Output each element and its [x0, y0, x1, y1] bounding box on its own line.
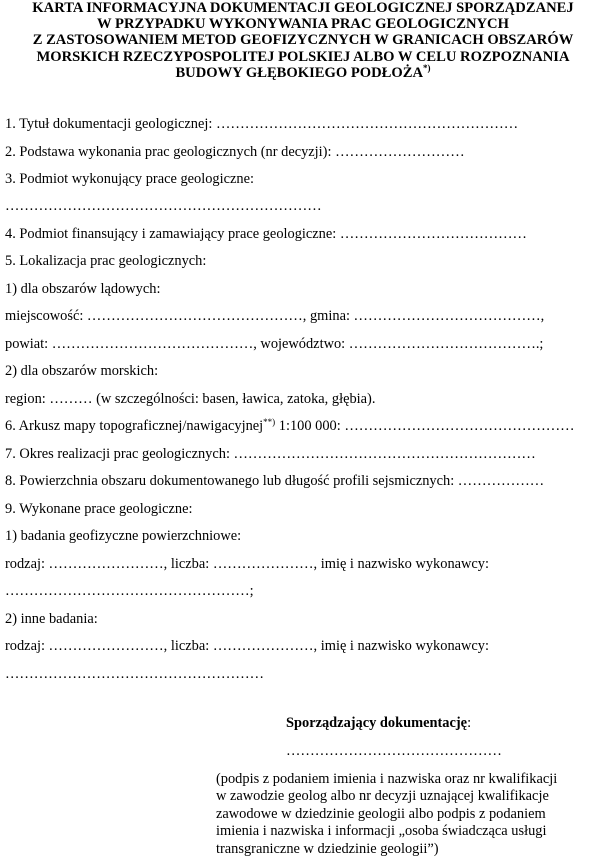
item-3-dots: …………………………………………………………	[5, 198, 322, 214]
item-9-other-dots: ………………………………………………	[5, 666, 265, 682]
item-9-geophysics-heading: 1) badania geofizyczne powierzchniowe:	[5, 528, 242, 544]
item-6-footnote-mark: **)	[263, 417, 276, 427]
title-line: Z ZASTOSOWANIEM METOD GEOFIZYCZNYCH W GRANICACH OBSZARÓW	[32, 32, 574, 49]
title-line: W PRZYPADKU WYKONYWANIA PRAC GEOLOGICZNYCH	[97, 16, 509, 33]
item-7-period: 7. Okres realizacji prac geologicznych: ………………………………………………………	[5, 446, 536, 462]
signature-note-line: w zawodzie geolog albo nr decyzji uznającej kwalifikacje	[216, 788, 549, 805]
title-footnote-mark: *)	[423, 62, 431, 73]
item-2-basis: 2. Podstawa wykonania prac geologicznych (nr decyzji): ………………………	[5, 144, 465, 160]
signature-note-line: zawodowe w dziedzinie geologii albo podpis z podaniem	[216, 805, 546, 822]
item-6-map-sheet: 6. Arkusz mapy topograficznej/nawigacyjnej**) 1:100 000: …………………………………………	[5, 417, 575, 434]
item-9-geophysics-dots: ……………………………………………;	[5, 583, 254, 599]
title-line: BUDOWY GŁĘBOKIEGO PODŁOŻA	[175, 64, 424, 81]
item-1-title: 1. Tytuł dokumentacji geologicznej: ………………………………………………………	[5, 116, 519, 132]
item-9-other-row: rodzaj: ……………………, liczba: …………………, imię i nazwisko wykonawcy:	[5, 638, 490, 654]
item-4-financer: 4. Podmiot finansujący i zamawiający prace geologiczne: …………………………………	[5, 226, 527, 242]
document-title	[0, 0, 606, 81]
item-9-geophysics-row: rodzaj: ……………………, liczba: …………………, imię i nazwisko wykonawcy:	[5, 556, 490, 572]
item-9-other-heading: 2) inne badania:	[5, 611, 98, 627]
item-9-works: 9. Wykonane prace geologiczne:	[5, 501, 193, 517]
item-8-area: 8. Powierzchnia obszaru dokumentowanego lub długość profili sejsmicznych: ………………	[5, 473, 545, 489]
item-5-sea-region: region: ……… (w szczególności: basen, ławica, zatoka, głębia).	[5, 391, 376, 407]
item-5-land-district: powiat: ……………………………………, województwo: ………………………………….;	[5, 336, 544, 352]
signature-note-line: (podpis z podaniem imienia i nazwiska oraz nr kwalifikacji	[216, 771, 558, 787]
title-line: KARTA INFORMACYJNA DOKUMENTACJI GEOLOGICZNEJ SPORZĄDZANEJ	[32, 0, 574, 16]
signature-heading: Sporządzający dokumentację:	[286, 715, 472, 731]
item-3-contractor: 3. Podmiot wykonujący prace geologiczne:	[5, 171, 254, 187]
item-5-sea-heading: 2) dla obszarów morskich:	[5, 363, 159, 379]
title-line: MORSKICH RZECZYPOSPOLITEJ POLSKIEJ ALBO W CELU ROZPOZNANIA	[36, 48, 570, 65]
signature-note	[216, 771, 606, 858]
item-5-location: 5. Lokalizacja prac geologicznych:	[5, 253, 207, 269]
signature-note-line: transgraniczne w dziedzinie geologii”)	[216, 840, 439, 857]
signature-note-line: imienia i nazwiska i informacji „osoba świadcząca usługi	[216, 823, 547, 840]
item-5-land-heading: 1) dla obszarów lądowych:	[5, 281, 161, 297]
signature-line: ………………………………………	[286, 743, 502, 759]
item-5-land-place: miejscowość: ………………………………………, gmina: …………………………………,	[5, 308, 545, 324]
